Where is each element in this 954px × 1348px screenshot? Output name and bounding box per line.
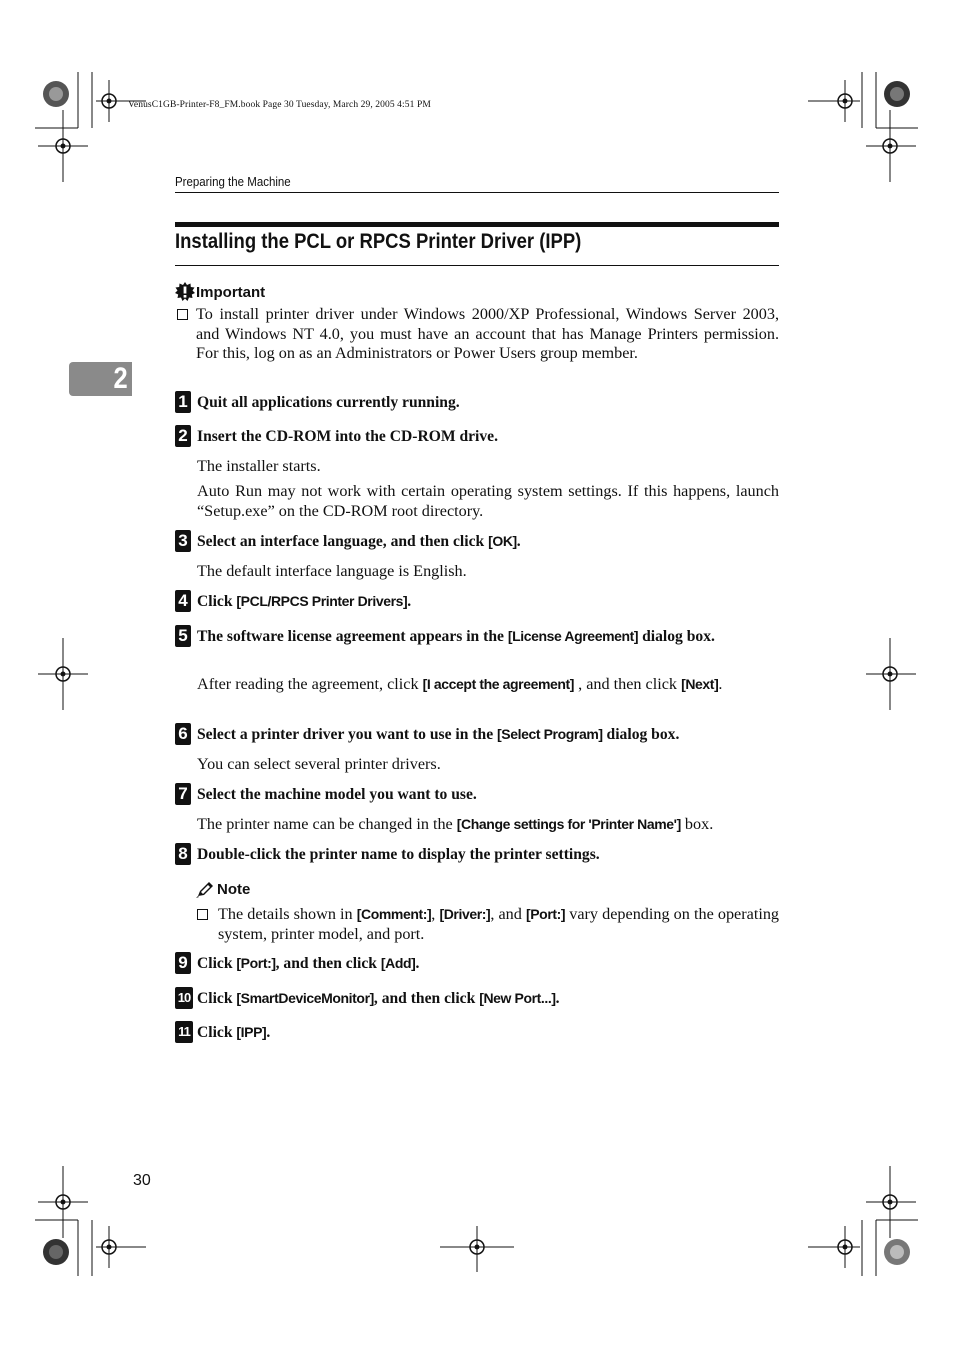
smartdevicemonitor-ref: [SmartDeviceMonitor] bbox=[236, 990, 374, 1006]
step-number: 2 bbox=[175, 425, 191, 447]
important-heading bbox=[175, 282, 265, 302]
note-heading bbox=[196, 881, 250, 898]
step-text: Click [Port:], and then click [Add]. bbox=[197, 955, 420, 972]
step-text: Quit all applications currently running. bbox=[197, 394, 460, 411]
select-program-ref: [Select Program] bbox=[497, 726, 603, 742]
step-number: 1 bbox=[175, 391, 191, 413]
license-agreement-ref: [License Agreement] bbox=[507, 628, 639, 644]
note-item bbox=[196, 905, 779, 944]
book-meta: VenusC1GB-Printer-F8_FM.book Page 30 Tuesday, March 29, 2005 4:51 PM bbox=[128, 100, 431, 110]
step-2 bbox=[175, 425, 779, 451]
step-text: Select the machine model you want to use. bbox=[197, 786, 477, 803]
important-icon bbox=[175, 282, 195, 302]
change-settings-ref: [Change settings for 'Printer Name'] bbox=[456, 816, 681, 832]
step-number: 5 bbox=[175, 625, 191, 647]
step-number: 10 bbox=[175, 987, 193, 1009]
step-3 bbox=[175, 530, 779, 556]
ipp-ref: [IPP] bbox=[236, 1024, 267, 1040]
header-rule bbox=[175, 192, 779, 193]
title-top-rule bbox=[175, 222, 779, 227]
step-1 bbox=[175, 391, 779, 417]
step-text: Click [PCL/RPCS Printer Drivers]. bbox=[197, 593, 412, 610]
next-button-ref: [Next] bbox=[681, 676, 719, 692]
step-number: 9 bbox=[175, 952, 191, 974]
step-11 bbox=[175, 1021, 779, 1047]
note-text: The details shown in [Comment:], [Driver:], and [Port:] vary depending on the operating system, printer model, and port. bbox=[218, 905, 780, 943]
step-text: Click [IPP]. bbox=[197, 1024, 271, 1041]
step-3-desc: The default interface language is English. bbox=[197, 562, 467, 580]
step-5-desc: After reading the agreement, click [I accept the agreement] , and then click [Next]. bbox=[197, 675, 723, 693]
step-4 bbox=[175, 590, 779, 616]
step-8 bbox=[175, 843, 779, 869]
add-button-ref: [Add] bbox=[380, 955, 416, 971]
step-7-desc: The printer name can be changed in the [Change settings for 'Printer Name'] box. bbox=[197, 815, 714, 833]
accept-agreement-ref: [I accept the agreement] bbox=[422, 676, 575, 692]
new-port-ref: [New Port...] bbox=[479, 990, 556, 1006]
step-2-desc-2: Auto Run may not work with certain operating system settings. If this happens, launch “Setup.exe” on the CD-ROM root directory. bbox=[197, 482, 779, 520]
step-text: Double-click the printer name to display the printer settings. bbox=[197, 846, 600, 863]
step-5 bbox=[175, 625, 779, 671]
pencil-icon bbox=[196, 882, 214, 898]
running-head: Preparing the Machine bbox=[175, 175, 291, 189]
step-number: 8 bbox=[175, 843, 191, 865]
driver-field-ref: [Driver:] bbox=[439, 906, 491, 922]
port-field-ref: [Port:] bbox=[525, 906, 566, 922]
important-text: To install printer driver under Windows 2000/XP Professional, Windows Server 2003, and Windows NT 4.0, you must have an account that has Manage Printers permission. For this, log on as an Administrators or Power Users group member. bbox=[196, 305, 779, 363]
step-text: Select a printer driver you want to use in the [Select Program] dialog box. bbox=[197, 726, 680, 743]
important-item bbox=[175, 305, 779, 364]
step-number: 11 bbox=[175, 1021, 193, 1043]
step-number: 3 bbox=[175, 530, 191, 552]
step-number: 7 bbox=[175, 783, 191, 805]
comment-field-ref: [Comment:] bbox=[356, 906, 432, 922]
step-text: The software license agreement appears in the [License Agreement] dialog box. bbox=[197, 628, 715, 645]
step-number: 4 bbox=[175, 590, 191, 612]
step-6-desc: You can select several printer drivers. bbox=[197, 755, 441, 773]
step-text: Select an interface language, and then click [OK]. bbox=[197, 533, 521, 550]
title-bottom-rule bbox=[175, 265, 779, 266]
step-9 bbox=[175, 952, 779, 978]
bullet-box bbox=[197, 909, 208, 920]
note-label: Note bbox=[217, 881, 251, 898]
step-2-desc-1: The installer starts. bbox=[197, 457, 321, 475]
step-text: Insert the CD-ROM into the CD-ROM drive. bbox=[197, 428, 498, 445]
step-number: 6 bbox=[175, 723, 191, 745]
ok-button-ref: [OK] bbox=[488, 533, 517, 549]
step-7 bbox=[175, 783, 779, 809]
page-number: 30 bbox=[133, 1172, 151, 1189]
chapter-number: 2 bbox=[113, 362, 128, 395]
chapter-tab bbox=[69, 362, 132, 396]
important-label: Important bbox=[196, 283, 266, 301]
page-title: Installing the PCL or RPCS Printer Driver (IPP) bbox=[175, 230, 582, 253]
pcl-rpcs-drivers-ref: [PCL/RPCS Printer Drivers] bbox=[236, 593, 408, 609]
step-text: Click [SmartDeviceMonitor], and then click [New Port...]. bbox=[197, 990, 560, 1007]
port-ref: [Port:] bbox=[236, 955, 276, 971]
step-10 bbox=[175, 987, 779, 1013]
bullet-box bbox=[177, 309, 188, 320]
step-6 bbox=[175, 723, 779, 749]
